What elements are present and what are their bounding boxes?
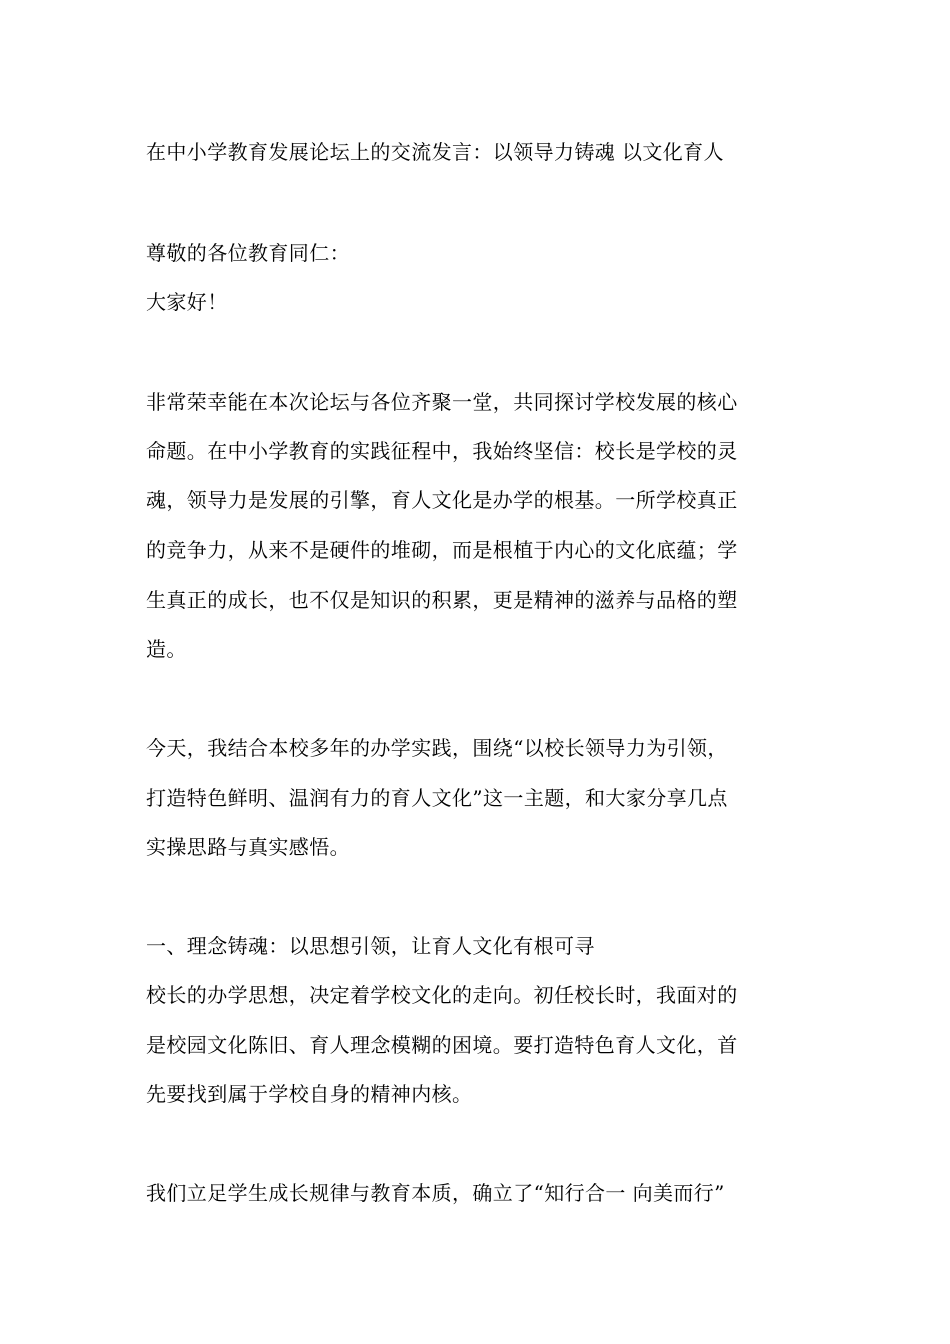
document-title: 在中小学教育发展论坛上的交流发言：以领导力铸魂 以文化育人 xyxy=(146,140,724,164)
paragraph-1-line: 魂，领导力是发展的引擎，育人文化是办学的根基。一所学校真正 xyxy=(146,488,738,512)
paragraph-2-line: 实操思路与真实感悟。 xyxy=(146,835,350,859)
section-1-heading: 一、理念铸魂：以思想引领，让育人文化有根可寻 xyxy=(146,934,595,958)
paragraph-1-line: 非常荣幸能在本次论坛与各位齐聚一堂，共同探讨学校发展的核心 xyxy=(146,390,738,414)
paragraph-3-line: 先要找到属于学校自身的精神内核。 xyxy=(146,1082,473,1106)
paragraph-2-line: 今天，我结合本校多年的办学实践，围绕“以校长领导力为引领， xyxy=(146,736,728,760)
paragraph-3-line: 是校园文化陈旧、育人理念模糊的困境。要打造特色育人文化，首 xyxy=(146,1033,738,1057)
salutation: 尊敬的各位教育同仁： xyxy=(146,241,350,265)
paragraph-1-line: 的竞争力，从来不是硬件的堆砌，而是根植于内心的文化底蕴；学 xyxy=(146,538,738,562)
paragraph-3-line: 校长的办学思想，决定着学校文化的走向。初任校长时，我面对的 xyxy=(146,983,738,1007)
paragraph-4-line: 我们立足学生成长规律与教育本质，确立了“知行合一 向美而行” xyxy=(146,1181,725,1205)
paragraph-1-line: 造。 xyxy=(146,637,187,661)
paragraph-1-line: 生真正的成长，也不仅是知识的积累，更是精神的滋养与品格的塑 xyxy=(146,588,738,612)
paragraph-1-line: 命题。在中小学教育的实践征程中，我始终坚信：校长是学校的灵 xyxy=(146,439,738,463)
greeting: 大家好！ xyxy=(146,290,228,314)
paragraph-2-line: 打造特色鲜明、温润有力的育人文化”这一主题，和大家分享几点 xyxy=(146,786,728,810)
